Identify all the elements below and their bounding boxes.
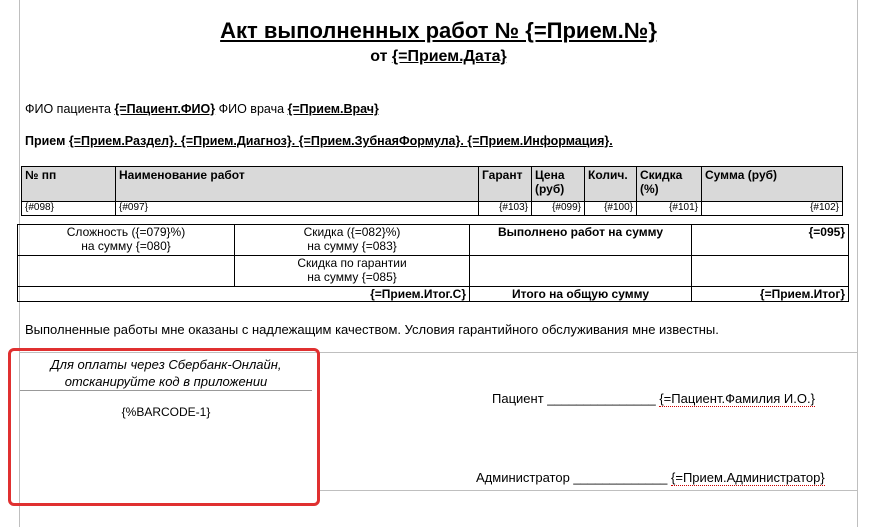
quality-statement: Выполненные работы мне оказаны с надлежащим качеством. Условия гарантийного обслуживания мне известны. xyxy=(25,322,719,337)
col-header-name: Наименование работ xyxy=(116,167,479,202)
empty-cell-2 xyxy=(470,256,692,287)
done-label: Выполнено работ на сумму xyxy=(470,225,692,256)
document-title: Акт выполненных работ № {=Прием.№} xyxy=(220,18,657,43)
cell-name: {#097} xyxy=(116,202,479,216)
patient-signature-field: {=Пациент.Фамилия И.О.} xyxy=(659,391,815,406)
admin-signature-label: Администратор _____________ xyxy=(476,470,672,485)
guarantee-cell xyxy=(235,256,470,287)
col-header-price: Цена (руб) xyxy=(532,167,585,202)
payment-divider xyxy=(20,390,312,391)
doctor-label: ФИО врача xyxy=(215,102,288,116)
table-row xyxy=(22,202,843,216)
patient-field: {=Пациент.ФИО} xyxy=(114,102,216,116)
admin-signature-field: {=Прием.Администратор} xyxy=(671,470,825,485)
cell-price: {#099} xyxy=(532,202,585,216)
sberbank-line-1: Для оплаты через Сбербанк-Онлайн, xyxy=(50,357,282,372)
col-header-qty: Колич. xyxy=(585,167,637,202)
work-table-header xyxy=(22,167,843,202)
work-table xyxy=(21,166,843,216)
guarantee-line-1: Скидка по гарантии xyxy=(297,256,407,270)
patient-doctor-line xyxy=(25,102,379,116)
complexity-cell xyxy=(18,225,235,256)
col-header-discount: Скидка (%) xyxy=(637,167,702,202)
complexity-line-2: на сумму {=080} xyxy=(81,239,171,253)
cell-sum: {#102} xyxy=(702,202,843,216)
page-border-right xyxy=(857,0,858,527)
discount-cell xyxy=(235,225,470,256)
discount-line-1: Скидка ({=082}%) xyxy=(303,225,401,239)
subtitle-date-field: {=Прием.Дата} xyxy=(391,48,507,65)
discount-line-2: на сумму {=083} xyxy=(307,239,397,253)
sberbank-payment-text xyxy=(20,356,312,390)
visit-line xyxy=(25,134,613,148)
complexity-line-1: Сложность ({=079}%) xyxy=(66,225,186,239)
cell-discount: {#101} xyxy=(637,202,702,216)
sberbank-line-2: отсканируйте код в приложении xyxy=(64,374,268,389)
patient-label: ФИО пациента xyxy=(25,102,115,116)
visit-label: Прием xyxy=(25,134,69,148)
barcode-placeholder: {%BARCODE-1} xyxy=(121,405,211,419)
patient-signature-line xyxy=(492,391,815,406)
visit-field: {=Прием.Раздел}. {=Прием.Диагноз}. {=Прием.ЗубнаяФормула}. {=Прием.Информация}. xyxy=(68,134,613,148)
cell-qty: {#100} xyxy=(585,202,637,216)
doctor-field: {=Прием.Врач} xyxy=(287,102,379,116)
guarantee-line-2: на сумму {=085} xyxy=(307,270,397,284)
empty-cell-1 xyxy=(18,256,235,287)
document-subtitle xyxy=(0,48,877,66)
col-header-number: № пп xyxy=(22,167,116,202)
bottom-divider xyxy=(320,490,857,491)
cell-guarantee: {#103} xyxy=(479,202,532,216)
done-value: {=095} xyxy=(692,225,849,256)
admin-signature-line xyxy=(476,470,825,485)
cell-number: {#098} xyxy=(22,202,116,216)
summary-table xyxy=(17,224,849,302)
col-header-guarantee: Гарант xyxy=(479,167,532,202)
total-value: {=Прием.Итог} xyxy=(692,287,849,302)
col-header-sum: Сумма (руб) xyxy=(702,167,843,202)
total-label: Итого на общую сумму xyxy=(470,287,692,302)
patient-signature-label: Пациент _______________ xyxy=(492,391,660,406)
empty-cell-3 xyxy=(692,256,849,287)
subtitle-prefix: от xyxy=(370,48,392,65)
total-c-value: {=Прием.Итог.С} xyxy=(18,287,470,302)
